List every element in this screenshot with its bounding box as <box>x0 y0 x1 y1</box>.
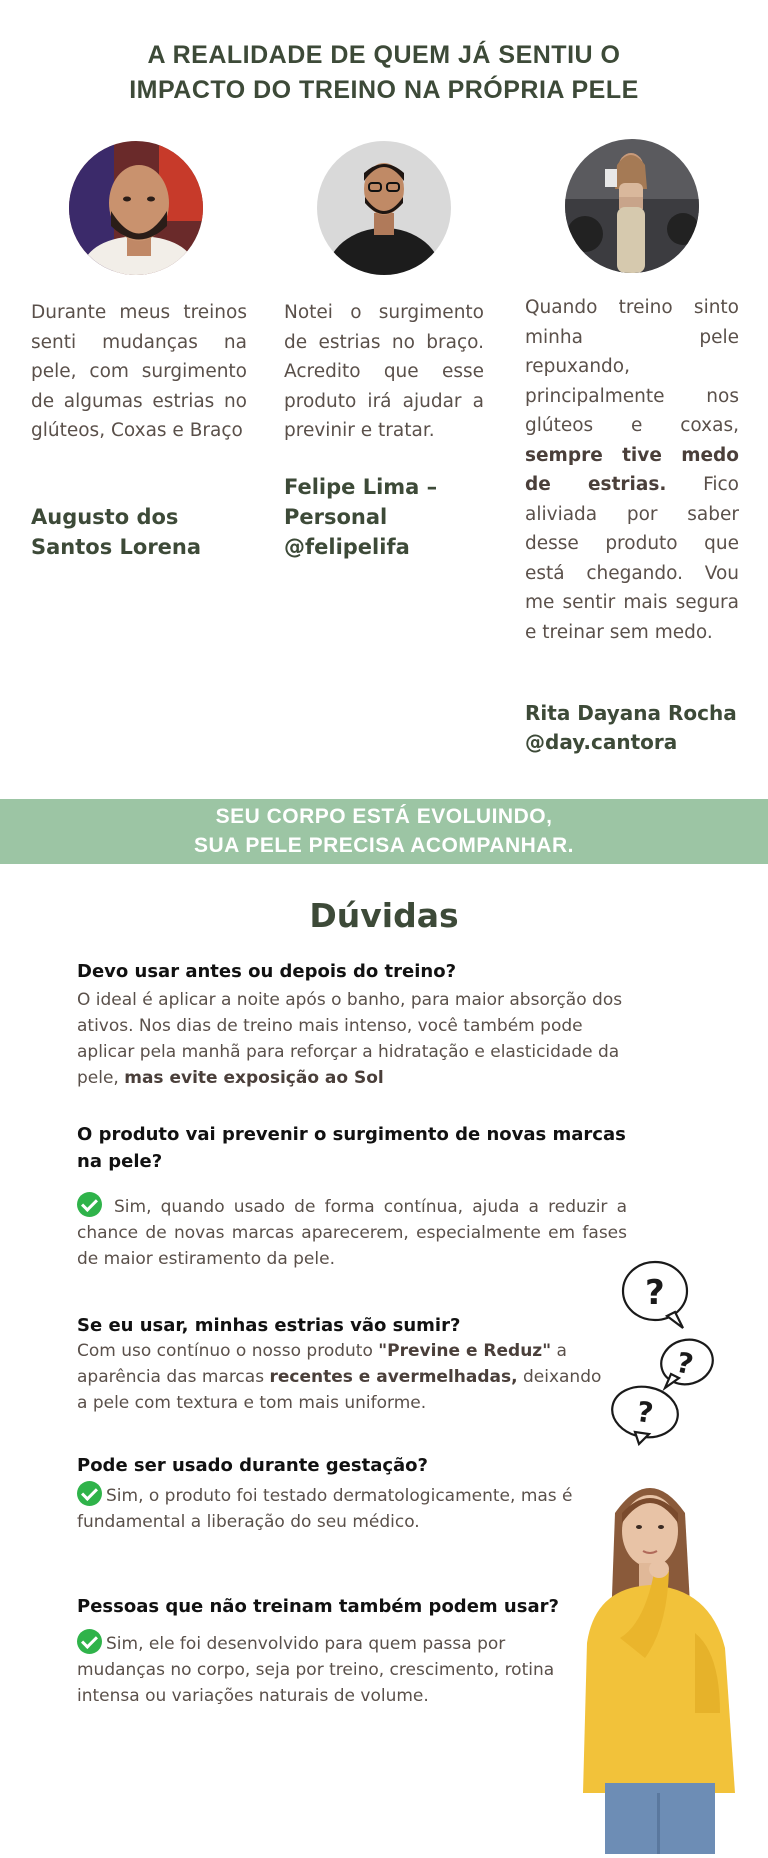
svg-text:?: ? <box>673 1345 697 1382</box>
faq-answer-1-bold: mas evite exposição ao Sol <box>124 1068 384 1088</box>
title-line-1: A REALIDADE DE QUEM JÁ SENTIU O <box>147 41 621 69</box>
author-3-line-2: @day.cantora <box>525 730 678 754</box>
faq-answer-1-text: O ideal é aplicar a noite após o banho, para maior absorção dos ativos. Nos dias de treino mais intenso, você também pode aplicar pela manhã para reforçar a hidratação e elasticidade da pele, <box>77 990 623 1088</box>
avatar-felipe-image <box>317 141 451 275</box>
testimonial-3-text-after: Fico aliviada por saber desse produto que está chegando. Vou me sentir mais segura e treinar sem medo. <box>525 474 739 643</box>
avatar-felipe <box>317 141 451 275</box>
author-2-line-1: Felipe Lima – <box>284 475 438 499</box>
testimonial-text-3 <box>525 293 739 647</box>
avatar-augusto-image <box>69 141 203 275</box>
faq-answer-3-bold-1: "Previne e Reduz" <box>378 1341 552 1361</box>
faq-question-2: O produto vai prevenir o surgimento de novas marcas na pele? <box>77 1124 626 1172</box>
faq-answer-3 <box>77 1338 609 1416</box>
check-icon <box>77 1481 102 1506</box>
faq-answer-4-text: Sim, o produto foi testado dermatologicamente, mas é fundamental a liberação do seu médico. <box>77 1486 573 1532</box>
banner-line-1: SEU CORPO ESTÁ EVOLUINDO, <box>215 805 553 828</box>
faq-answer-3-bold-2: recentes e avermelhadas, <box>269 1367 518 1387</box>
check-icon <box>77 1192 102 1217</box>
author-2-line-2: Personal <box>284 505 388 529</box>
testimonial-3-text-before: Quando treino sinto minha pele repuxando, principalmente nos glúteos e coxas, <box>525 297 739 436</box>
testimonial-3-text-bold: sempre tive medo de estrias. <box>525 444 739 495</box>
faq-answer-4 <box>77 1481 597 1535</box>
faq-title: Dúvidas <box>309 896 459 935</box>
faq-answer-5-text: Sim, ele foi desenvolvido para quem passa por mudanças no corpo, seja por treino, crescimento, rotina intensa ou variações naturais de volume. <box>77 1634 555 1706</box>
testimonial-text-1: Durante meus treinos senti mudanças na pele, com surgimento de algumas estrias no glúteos, Coxas e Braço <box>31 302 247 441</box>
evolution-banner <box>0 799 768 864</box>
check-icon <box>77 1629 102 1654</box>
author-1-line-2: Santos Lorena <box>31 535 202 559</box>
avatar-augusto <box>69 141 203 275</box>
question-bubble-icon <box>605 1256 715 1446</box>
faq-answer-3-part-3: deixando a pele com textura e tom mais uniforme. <box>77 1367 602 1413</box>
banner-line-2: SUA PELE PRECISA ACOMPANHAR. <box>194 834 574 857</box>
faq-answer-3-part-1: Com uso contínuo o nosso produto <box>77 1341 373 1361</box>
title-line-2: IMPACTO DO TREINO NA PRÓPRIA PELE <box>129 76 639 104</box>
svg-text:?: ? <box>634 1395 656 1430</box>
testimonial-author-3 <box>525 699 755 757</box>
author-1-line-1: Augusto dos <box>31 505 179 529</box>
faq-question-1: Devo usar antes ou depois do treino? <box>77 961 457 982</box>
avatar-rita <box>565 139 699 273</box>
faq-question-5: Pessoas que não treinam também podem usar? <box>77 1596 559 1617</box>
thinking-woman-illustration <box>575 1473 768 1854</box>
faq-answer-1 <box>77 987 637 1091</box>
thinking-woman-image <box>575 1473 768 1854</box>
question-bubbles-illustration <box>605 1256 715 1446</box>
avatar-rita-image <box>565 139 699 273</box>
svg-text:?: ? <box>645 1273 665 1313</box>
testimonial-text-2: Notei o surgimento de estrias no braço. Acredito que esse produto irá ajudar a previnir e tratar. <box>284 302 484 441</box>
faq-question-3: Se eu usar, minhas estrias vão sumir? <box>77 1315 461 1336</box>
faq-answer-3-part-2: a aparência das marcas <box>77 1341 567 1387</box>
testimonial-author-1 <box>31 502 247 562</box>
faq-question-4: Pode ser usado durante gestação? <box>77 1455 428 1476</box>
faq-answer-5 <box>77 1629 577 1709</box>
faq-answer-2-text: Sim, quando usado de forma contínua, ajuda a reduzir a chance de novas marcas aparecerem, especialmente em fases de maior estiramento da pele. <box>77 1197 627 1269</box>
author-3-line-1: Rita Dayana Rocha <box>525 701 737 725</box>
testimonials-title <box>0 38 768 108</box>
testimonial-author-2 <box>284 472 484 562</box>
faq-answer-2 <box>77 1192 627 1272</box>
author-2-line-3: @felipelifa <box>284 535 410 559</box>
